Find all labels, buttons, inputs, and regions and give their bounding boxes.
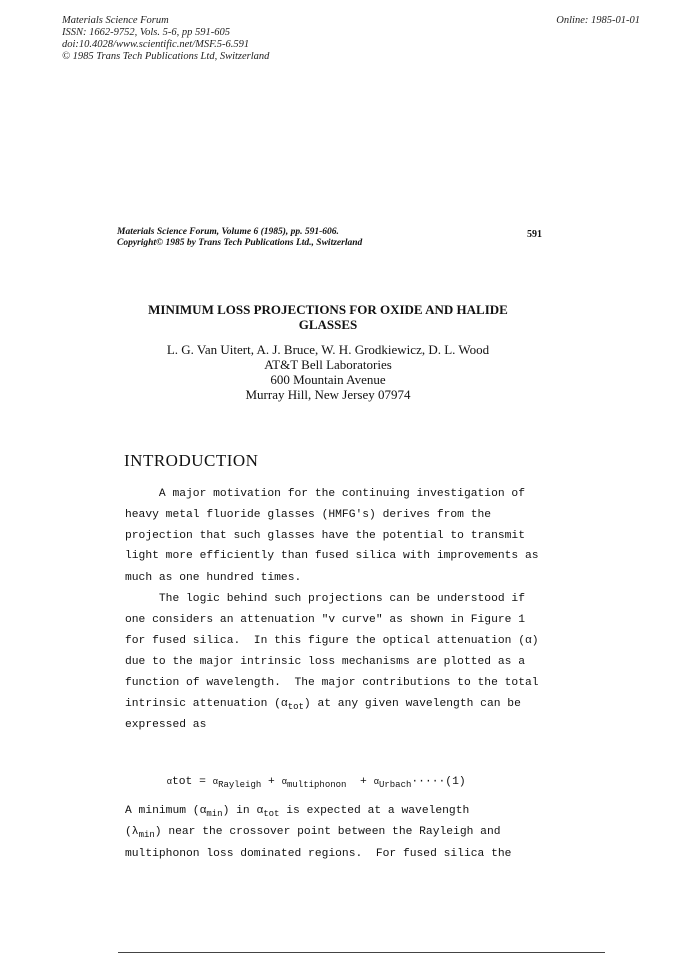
para3-line1-a: A minimum (α [125, 805, 207, 817]
eq-equals: = [192, 776, 213, 788]
para3-line1-b: ) in α [222, 805, 264, 817]
header-doi: doi:10.4028/www.scientific.net/MSF.5-6.591 [62, 39, 250, 50]
lambda-min-subscript: min [138, 830, 155, 840]
affiliation-line1: AT&T Bell Laboratories [264, 357, 392, 372]
eq-multiphonon-sub: multiphonon [287, 780, 347, 790]
affiliation-line2: 600 Mountain Avenue [270, 372, 386, 387]
header-copyright: © 1985 Trans Tech Publications Ltd, Switzerland [62, 51, 270, 62]
para3-line2-a: (λ [125, 826, 139, 838]
eq-alpha-urbach: α [373, 777, 379, 787]
citation-block [117, 227, 362, 249]
title-line2: GLASSES [298, 317, 358, 332]
alpha-min-subscript: min [206, 809, 223, 819]
para2-line6 [125, 698, 521, 712]
eq-alpha-rayleigh: α [212, 777, 219, 787]
section-heading: INTRODUCTION [124, 451, 259, 470]
citation-line2: Copyright© 1985 by Trans Tech Publications Ltd., Switzerland [117, 238, 363, 248]
eq-alpha-tot: α [166, 777, 172, 787]
para3-line2 [125, 826, 501, 840]
paper-title [118, 302, 538, 332]
para2-line4: due to the major intrinsic loss mechanisms are plotted as a [125, 656, 525, 668]
authors: L. G. Van Uitert, A. J. Bruce, W. H. Grodkiewicz, D. L. Wood [166, 342, 490, 357]
alpha-tot-subscript-2: tot [263, 809, 280, 819]
affiliation-line3: Murray Hill, New Jersey 07974 [245, 387, 411, 402]
header-issn: ISSN: 1662-9752, Vols. 5-6, pp 591-605 [62, 27, 230, 38]
para1-line5: much as one hundred times. [125, 572, 302, 584]
para1-line3: projection that such glasses have the potential to transmit [125, 530, 525, 542]
header-journal-name: Materials Science Forum [62, 15, 169, 26]
journal-header [62, 15, 269, 63]
eq-urbach-sub: Urbach [378, 780, 412, 790]
para3-line3: multiphonon loss dominated regions. For fused silica the [125, 848, 512, 860]
para3-line1-c: is expected at a wavelength [279, 805, 470, 817]
eq-plus2: + [346, 776, 374, 788]
page-number: 591 [527, 229, 542, 240]
para2-line5: function of wavelength. The major contributions to the total [125, 677, 539, 689]
eq-alpha-multiphonon: α [281, 777, 288, 787]
para3-line1 [125, 805, 469, 819]
para2-line3: for fused silica. In this figure the optical attenuation (α) [125, 635, 539, 647]
eq-plus1: + [261, 776, 282, 788]
online-date: Online: 1985-01-01 [556, 15, 640, 26]
eq-number: ·····(1) [411, 776, 466, 788]
para2-line6-before: intrinsic attenuation (α [125, 698, 288, 710]
citation-line1: Materials Science Forum, Volume 6 (1985), pp. 591-606. [117, 227, 339, 237]
alpha-tot-subscript: tot [287, 702, 304, 712]
bottom-rule [118, 952, 605, 953]
para2-line1: The logic behind such projections can be understood if [125, 593, 525, 605]
para2-line7: expressed as [125, 719, 207, 731]
title-line1: MINIMUM LOSS PROJECTIONS FOR OXIDE AND HALIDE [148, 302, 508, 317]
eq-tot-label: tot [171, 776, 193, 788]
equation-1 [153, 764, 466, 790]
para2-line2: one considers an attenuation "v curve" as shown in Figure 1 [125, 614, 525, 626]
para1-line2: heavy metal fluoride glasses (HMFG's) derives from the [125, 509, 492, 521]
para1-line4: light more efficiently than fused silica with improvements as [125, 550, 539, 562]
para2-line6-after: ) at any given wavelength can be [303, 698, 521, 710]
para3-line2-b: ) near the crossover point between the Rayleigh and [154, 826, 501, 838]
eq-rayleigh-sub: Rayleigh [218, 780, 262, 790]
para1-line1: A major motivation for the continuing investigation of [125, 488, 525, 500]
affiliation [118, 357, 538, 402]
